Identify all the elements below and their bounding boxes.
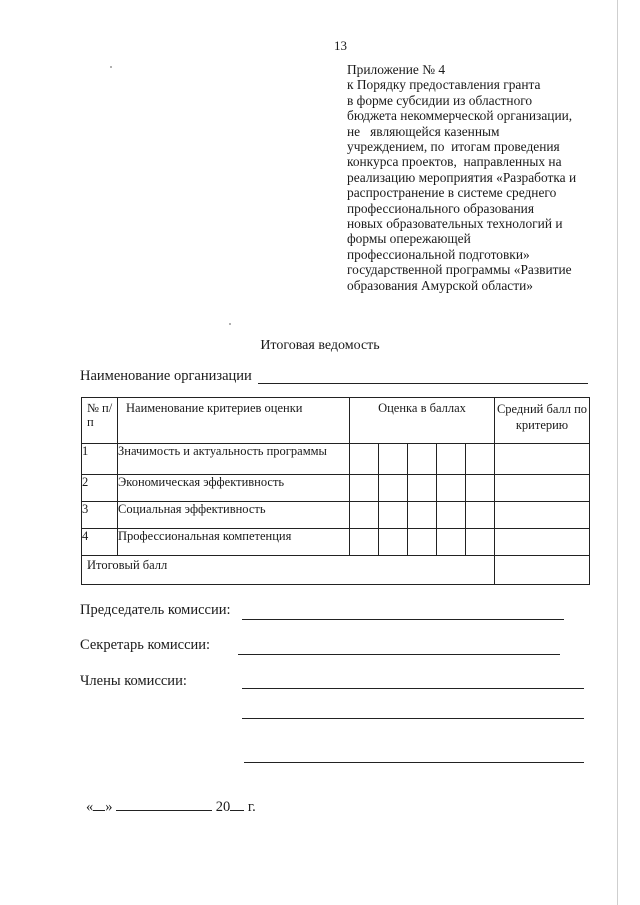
- row-num: 4: [82, 529, 118, 556]
- score-cell[interactable]: [379, 529, 408, 556]
- score-cell[interactable]: [408, 475, 437, 502]
- date-open-quote: «: [86, 799, 94, 815]
- appendix-line: Приложение № 4: [347, 62, 446, 77]
- appendix-line: образования Амурской области»: [347, 277, 533, 293]
- row-num: 1: [82, 444, 118, 475]
- score-cell[interactable]: [466, 475, 495, 502]
- row-num: 2: [82, 475, 118, 502]
- score-cell[interactable]: [437, 529, 466, 556]
- date-close-quote: »: [105, 799, 113, 815]
- header-criteria: Наименование критериев оценки: [118, 398, 350, 444]
- table-row: [82, 444, 590, 475]
- score-cell[interactable]: [350, 475, 379, 502]
- table-header-row: [82, 398, 590, 444]
- total-row: [82, 556, 590, 585]
- row-criterion: Социальная эффективность: [118, 502, 350, 529]
- appendix-header: [347, 62, 617, 293]
- appendix-line: в форме субсидии из областного: [347, 92, 533, 108]
- chair-label: Председатель комиссии:: [80, 602, 231, 618]
- member-signature-line[interactable]: [242, 688, 584, 689]
- date-year-blank[interactable]: [230, 796, 244, 811]
- score-cell[interactable]: [408, 529, 437, 556]
- appendix-line: новых образовательных технологий и: [347, 216, 563, 232]
- chair-signature-line[interactable]: [242, 619, 564, 620]
- page-number: 13: [334, 38, 347, 53]
- score-cell[interactable]: [379, 475, 408, 502]
- score-cell[interactable]: [408, 444, 437, 475]
- appendix-line: распространение в системе среднего: [347, 185, 557, 201]
- date-year-prefix: 20: [215, 799, 231, 815]
- average-cell[interactable]: [495, 475, 590, 502]
- header-score: Оценка в баллах: [350, 398, 495, 444]
- appendix-line: государственной программы «Развитие: [347, 262, 572, 278]
- date-month-blank[interactable]: [116, 796, 212, 811]
- total-score-cell[interactable]: [495, 556, 590, 585]
- evaluation-table: [81, 397, 590, 585]
- score-cell[interactable]: [408, 502, 437, 529]
- secretary-signature-line[interactable]: [238, 654, 560, 655]
- scan-speck: [110, 66, 112, 68]
- appendix-line: конкурса проектов, направленных на: [347, 154, 562, 170]
- member-signature-line[interactable]: [244, 762, 584, 763]
- members-label: Члены комиссии:: [80, 673, 187, 689]
- appendix-line: реализацию мероприятия «Разработка и: [347, 169, 577, 185]
- score-cell[interactable]: [350, 444, 379, 475]
- total-label: Итоговый балл: [82, 556, 495, 585]
- row-criterion: Экономическая эффективность: [118, 475, 350, 502]
- scan-edge-line: [617, 0, 618, 905]
- appendix-line: профессиональной подготовки»: [347, 246, 530, 262]
- score-cell[interactable]: [350, 529, 379, 556]
- score-cell[interactable]: [466, 502, 495, 529]
- date-year-suffix: г.: [247, 799, 256, 815]
- appendix-line: профессионального образования: [347, 200, 534, 216]
- score-cell[interactable]: [437, 475, 466, 502]
- header-num: № п/п: [82, 398, 118, 444]
- table-row: [82, 502, 590, 529]
- score-cell[interactable]: [466, 529, 495, 556]
- appendix-line: не являющейся казенным: [347, 123, 500, 139]
- score-cell[interactable]: [379, 444, 408, 475]
- table-row: [82, 529, 590, 556]
- header-average: Средний балл по критерию: [495, 398, 590, 444]
- average-cell[interactable]: [495, 529, 590, 556]
- table-row: [82, 475, 590, 502]
- average-cell[interactable]: [495, 502, 590, 529]
- score-cell[interactable]: [437, 502, 466, 529]
- secretary-label: Секретарь комиссии:: [80, 637, 211, 653]
- appendix-line: учреждением, по итогам проведения: [347, 139, 560, 155]
- date-day-blank[interactable]: [93, 796, 105, 811]
- appendix-line: бюджета некоммерческой организации,: [347, 108, 573, 124]
- organization-name-field[interactable]: [258, 383, 588, 384]
- date-field: [86, 796, 256, 816]
- appendix-line: к Порядку предоставления гранта: [347, 77, 541, 93]
- row-num: 3: [82, 502, 118, 529]
- organization-label: Наименование организации: [80, 368, 252, 384]
- score-cell[interactable]: [466, 444, 495, 475]
- score-cell[interactable]: [350, 502, 379, 529]
- appendix-line: формы опережающей: [347, 231, 471, 247]
- member-signature-line[interactable]: [242, 718, 584, 719]
- average-cell[interactable]: [495, 444, 590, 475]
- row-criterion: Значимость и актуальность программы: [118, 444, 350, 475]
- score-cell[interactable]: [437, 444, 466, 475]
- document-title: Итоговая ведомость: [260, 338, 380, 353]
- row-criterion: Профессиональная компетенция: [118, 529, 350, 556]
- score-cell[interactable]: [379, 502, 408, 529]
- scan-speck: [229, 323, 231, 325]
